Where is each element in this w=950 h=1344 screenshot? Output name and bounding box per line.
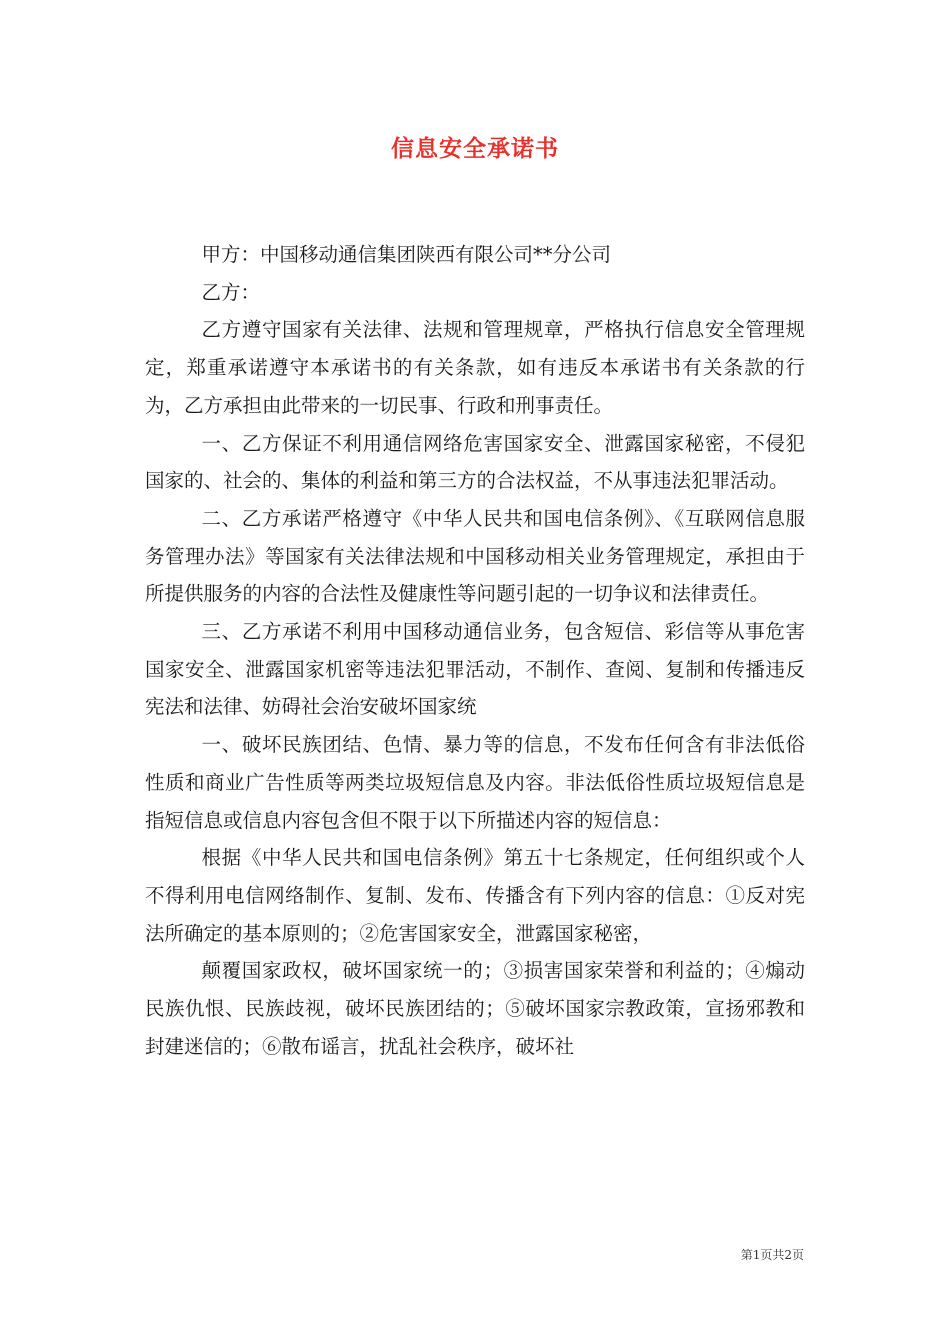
clause-1-paragraph: 一、乙方保证不利用通信网络危害国家安全、泄露国家秘密，不侵犯国家的、社会的、集体的利益和第三方的合法权益，不从事违法犯罪活动。 xyxy=(145,431,805,493)
clause-2-paragraph: 二、乙方承诺严格遵守《中华人民共和国电信条例》、《互联网信息服务管理办法》等国家有关法律法规和中国移动相关业务管理规定，承担由于所提供服务的内容的合法性及健康性等问题引起的一切争议和法律责任。 xyxy=(145,506,805,606)
clause-3-continued-paragraph: 一、破坏民族团结、色情、暴力等的信息，不发布任何含有非法低俗性质和商业广告性质等两类垃圾短信息及内容。非法低俗性质垃圾短信息是指短信息或信息内容包含但不限于以下所描述内容的短信息： xyxy=(145,733,805,832)
document-body xyxy=(145,236,805,1065)
intro-paragraph: 乙方遵守国家有关法律、法规和管理规章，严格执行信息安全管理规定，郑重承诺遵守本承诺书的有关条款，如有违反本承诺书有关条款的行为，乙方承担由此带来的一切民事、行政和刑事责任。 xyxy=(145,318,805,417)
party-b-line: 乙方： xyxy=(201,280,261,304)
regulation-continued-paragraph: 颠覆国家政权，破坏国家统一的；③损害国家荣誉和利益的；④煽动民族仇恨、民族歧视，破坏民族团结的；⑤破坏国家宗教政策，宣扬邪教和封建迷信的；⑥散布谣言，扰乱社会秩序，破坏社 xyxy=(145,959,805,1058)
page-indicator: 第1页共2页 xyxy=(740,1248,804,1262)
document-title: 信息安全承诺书 xyxy=(391,135,559,162)
party-a-line: 甲方：中国移动通信集团陕西有限公司**分公司 xyxy=(201,243,612,266)
clause-3-paragraph: 三、乙方承诺不利用中国移动通信业务，包含短信、彩信等从事危害国家安全、泄露国家机密等违法犯罪活动，不制作、查阅、复制和传播违反宪法和法律、妨碍社会治安破坏国家统 xyxy=(145,620,805,719)
regulation-paragraph: 根据《中华人民共和国电信条例》第五十七条规定，任何组织或个人不得利用电信网络制作、复制、发布、传播含有下列内容的信息：①反对宪法所确定的基本原则的；②危害国家安全，泄露国家秘密， xyxy=(145,846,805,945)
